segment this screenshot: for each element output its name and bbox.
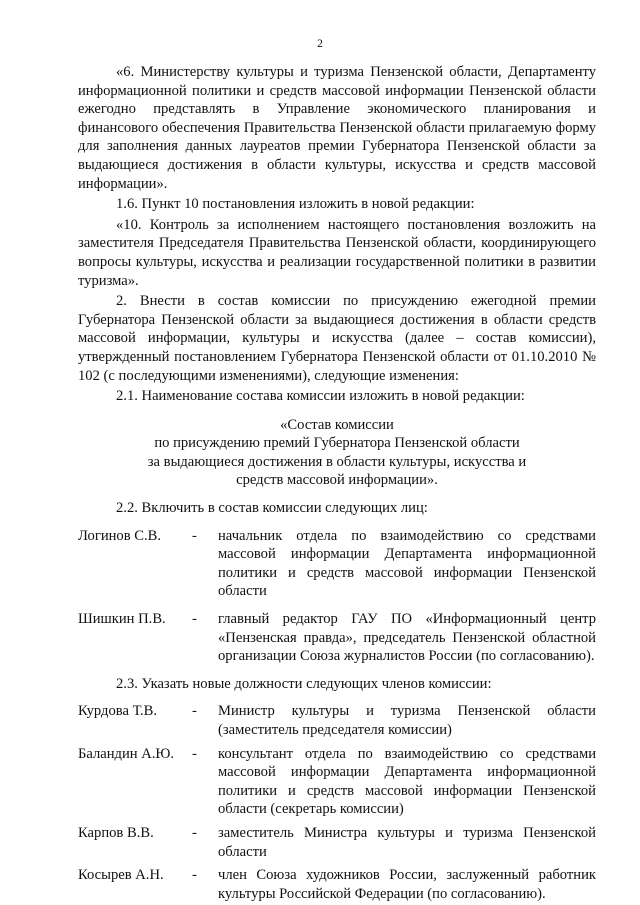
person-entry-kurdova bbox=[78, 702, 596, 739]
person-entry-kosyrev bbox=[78, 866, 596, 903]
person-name: Баландин А.Ю. bbox=[78, 745, 175, 762]
paragraph-point-6: «6. Министерству культуры и туризма Пензенской области, Департаменту информационной политики и средств массовой информации Пензенской области ежегодно представлять в Управление экономического планирования и финансового обеспечения Правительства Пензенской области прилагаемую форму для заполнения данных лауреатов премии Губернатора Пензенской области за выдающиеся достижения в области культуры, искусства и средств массовой информации». bbox=[78, 64, 596, 192]
person-entry-loginov bbox=[78, 527, 596, 601]
person-dash: - bbox=[192, 867, 197, 884]
person-name: Курдова Т.В. bbox=[78, 703, 158, 720]
document-body bbox=[78, 63, 596, 903]
paragraph-1-6: 1.6. Пункт 10 постановления изложить в новой редакции: bbox=[116, 196, 475, 213]
person-role: Министр культуры и туризма Пензенской области (заместитель председателя комиссии) bbox=[218, 703, 596, 738]
commission-title-line: средств массовой информации». bbox=[236, 472, 438, 489]
person-dash: - bbox=[192, 611, 197, 628]
person-role: член Союза художников России, заслуженный работник культуры Российской Федерации (по согласованию). bbox=[218, 867, 596, 902]
paragraph-2-2: 2.2. Включить в состав комиссии следующих лиц: bbox=[116, 500, 428, 517]
person-role: заместитель Министра культуры и туризма Пензенской области bbox=[218, 824, 596, 860]
person-role: консультант отдела по взаимодействию со средствами массовой информации Департамента информационной политики и средств массовой информации Пензенской области (секретарь комиссии) bbox=[218, 745, 596, 818]
person-entry-karpov bbox=[78, 824, 596, 861]
person-name: Шишкин П.В. bbox=[78, 611, 166, 628]
person-role: начальник отдела по взаимодействию со средствами массовой информации Департамента информационной политики и средств массовой информации Пензенской области bbox=[218, 527, 596, 600]
person-entry-shishkin bbox=[78, 610, 596, 666]
person-dash: - bbox=[192, 745, 197, 762]
paragraph-2-3: 2.3. Указать новые должности следующих членов комиссии: bbox=[116, 675, 492, 692]
paragraph-point-10: «10. Контроль за исполнением настоящего постановления возложить на заместителя Председателя Правительства Пензенской области, координирующего вопросы культуры, искусства и реализации государственной политики в развитии туризма». bbox=[78, 216, 596, 289]
page-number: 2 bbox=[317, 38, 323, 50]
person-dash: - bbox=[192, 824, 197, 841]
person-dash: - bbox=[192, 703, 197, 720]
person-role: главный редактор ГАУ ПО «Информационный центр «Пензенская правда», председатель Пензенской областной организации Союза журналистов России (по согласованию). bbox=[218, 611, 596, 665]
commission-title-line: по присуждению премий Губернатора Пензенской области bbox=[154, 435, 520, 452]
person-name: Косырев А.Н. bbox=[78, 867, 164, 884]
paragraph-2: 2. Внести в состав комиссии по присуждению ежегодной премии Губернатора Пензенской области за выдающиеся достижения в области средств массовой информации, культуры и искусства (далее – состав комиссии), утвержденный постановлением Губернатора Пензенской области от 01.10.2010 № 102 (с последующими изменениями), следующие изменения: bbox=[78, 293, 596, 384]
paragraph-2-1: 2.1. Наименование состава комиссии изложить в новой редакции: bbox=[116, 388, 525, 405]
person-name: Карпов В.В. bbox=[78, 824, 154, 841]
person-name: Логинов С.В. bbox=[78, 527, 162, 544]
person-dash: - bbox=[192, 527, 197, 544]
commission-title-line: за выдающиеся достижения в области культуры, искусства и bbox=[147, 453, 527, 470]
person-entry-balandin bbox=[78, 745, 596, 819]
commission-title-line: «Состав комиссии bbox=[280, 416, 394, 433]
commission-title-block bbox=[78, 416, 596, 490]
